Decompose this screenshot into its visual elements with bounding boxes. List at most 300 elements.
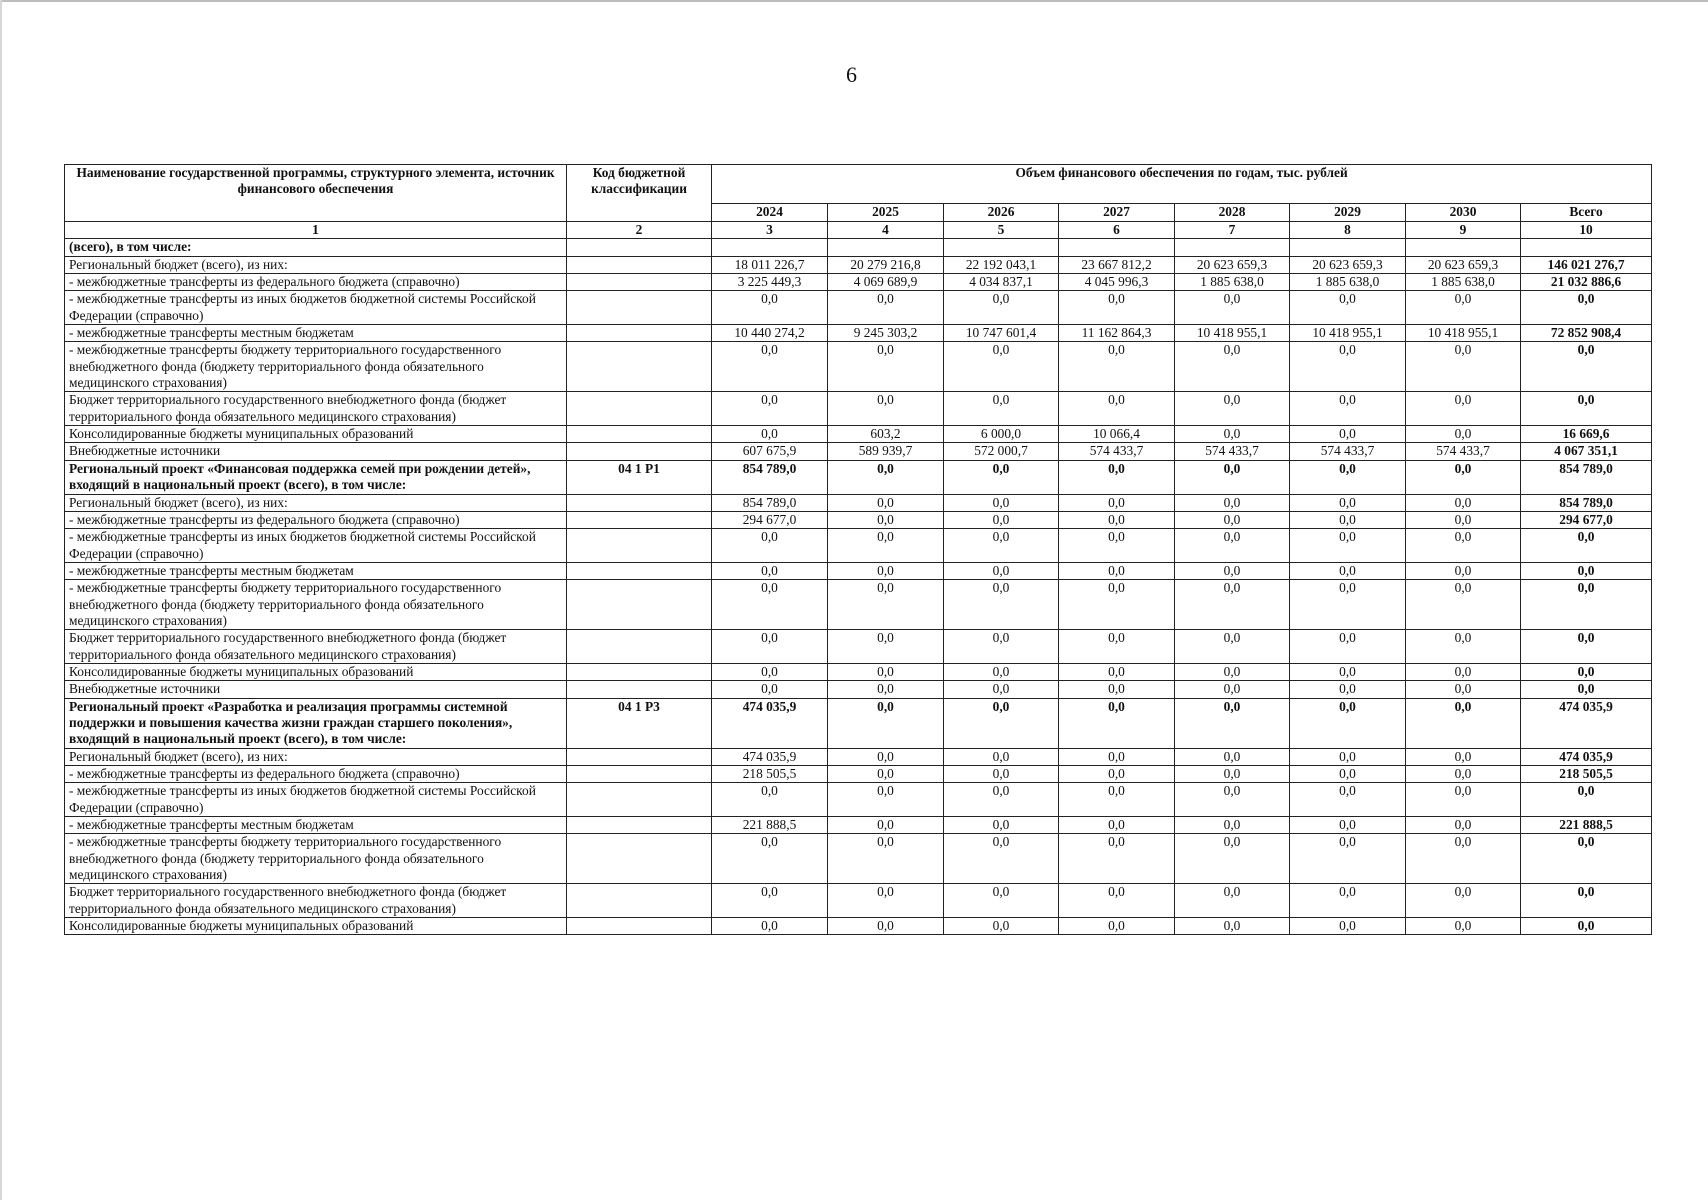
row-value: 0,0 (1175, 392, 1290, 426)
table-row (65, 256, 1652, 273)
row-value: 0,0 (944, 291, 1059, 325)
row-value: 0,0 (1175, 291, 1290, 325)
table-header (65, 165, 1652, 239)
row-code (567, 511, 712, 528)
row-value: 0,0 (944, 494, 1059, 511)
row-value: 0,0 (712, 630, 828, 664)
row-value: 0,0 (712, 529, 828, 563)
row-total: 474 035,9 (1521, 698, 1652, 748)
row-name: Консолидированные бюджеты муниципальных образований (65, 426, 567, 443)
row-value: 221 888,5 (712, 817, 828, 834)
table-row (65, 817, 1652, 834)
row-value: 3 225 449,3 (712, 274, 828, 291)
table-body (65, 239, 1652, 935)
row-value: 0,0 (944, 460, 1059, 494)
row-total: 854 789,0 (1521, 460, 1652, 494)
row-value: 20 623 659,3 (1175, 256, 1290, 273)
header-code: Код бюджетной классификации (567, 165, 712, 222)
table-row (65, 748, 1652, 765)
row-value: 0,0 (1059, 681, 1175, 698)
row-value: 0,0 (1059, 783, 1175, 817)
row-value: 0,0 (1059, 342, 1175, 392)
table-row (65, 529, 1652, 563)
row-value: 0,0 (1406, 562, 1521, 579)
row-total: 0,0 (1521, 392, 1652, 426)
row-value: 0,0 (1406, 817, 1521, 834)
row-value: 0,0 (828, 562, 944, 579)
row-value: 23 667 812,2 (1059, 256, 1175, 273)
row-value: 0,0 (712, 562, 828, 579)
row-value: 0,0 (1059, 663, 1175, 680)
row-value: 0,0 (1175, 342, 1290, 392)
row-name: Бюджет территориального государственного внебюджетного фонда (бюджет территориального фонда обязательного медицинского страхования) (65, 630, 567, 664)
row-value: 0,0 (1290, 663, 1406, 680)
row-value: 0,0 (944, 580, 1059, 630)
row-value: 0,0 (828, 698, 944, 748)
row-value: 0,0 (1406, 834, 1521, 884)
row-code (567, 663, 712, 680)
row-value: 0,0 (1059, 748, 1175, 765)
row-value: 0,0 (1290, 918, 1406, 935)
table-row (65, 494, 1652, 511)
row-value: 0,0 (1406, 392, 1521, 426)
row-total: 16 669,6 (1521, 426, 1652, 443)
row-name: Региональный проект «Разработка и реализация программы системной поддержки и повышения качества жизни граждан старшего поколения», входящий в национальный проект (всего), в том числе: (65, 698, 567, 748)
row-name: - межбюджетные трансферты из федерального бюджета (справочно) (65, 766, 567, 783)
row-value: 0,0 (1175, 663, 1290, 680)
project-row (65, 460, 1652, 494)
row-value: 0,0 (1175, 681, 1290, 698)
row-code (567, 681, 712, 698)
table-row (65, 663, 1652, 680)
row-code (567, 783, 712, 817)
row-value: 0,0 (1290, 494, 1406, 511)
row-value: 0,0 (1059, 460, 1175, 494)
row-value: 0,0 (944, 748, 1059, 765)
row-value: 0,0 (1059, 562, 1175, 579)
row-value: 0,0 (712, 918, 828, 935)
row-value: 20 279 216,8 (828, 256, 944, 273)
table-row (65, 443, 1652, 460)
scan-edge-left (0, 0, 2, 1200)
row-value: 11 162 864,3 (1059, 325, 1175, 342)
row-code: 04 1 Р3 (567, 698, 712, 748)
row-value: 18 011 226,7 (712, 256, 828, 273)
row-value (1175, 239, 1290, 256)
row-name: - межбюджетные трансферты из федерального бюджета (справочно) (65, 511, 567, 528)
column-number: 7 (1175, 222, 1290, 239)
row-value: 1 885 638,0 (1175, 274, 1290, 291)
row-value: 4 045 996,3 (1059, 274, 1175, 291)
table-row (65, 239, 1652, 256)
row-value: 10 418 955,1 (1290, 325, 1406, 342)
row-total: 221 888,5 (1521, 817, 1652, 834)
row-total: 146 021 276,7 (1521, 256, 1652, 273)
row-value: 0,0 (1406, 918, 1521, 935)
header-year: 2027 (1059, 204, 1175, 222)
row-value: 0,0 (1290, 580, 1406, 630)
row-name: - межбюджетные трансферты местным бюджетам (65, 817, 567, 834)
row-code (567, 443, 712, 460)
row-value: 0,0 (828, 834, 944, 884)
row-total: 0,0 (1521, 342, 1652, 392)
row-value: 574 433,7 (1406, 443, 1521, 460)
row-value: 0,0 (944, 392, 1059, 426)
row-code (567, 918, 712, 935)
row-value: 0,0 (1175, 529, 1290, 563)
row-value: 0,0 (1290, 426, 1406, 443)
row-value: 0,0 (1290, 698, 1406, 748)
row-value: 0,0 (944, 630, 1059, 664)
row-value: 0,0 (828, 663, 944, 680)
row-value (828, 239, 944, 256)
row-code (567, 562, 712, 579)
row-code (567, 426, 712, 443)
row-total: 474 035,9 (1521, 748, 1652, 765)
row-value: 0,0 (1175, 783, 1290, 817)
row-value: 0,0 (1406, 698, 1521, 748)
row-name: Региональный бюджет (всего), из них: (65, 748, 567, 765)
row-name: Бюджет территориального государственного внебюджетного фонда (бюджет территориального фонда обязательного медицинского страхования) (65, 884, 567, 918)
budget-table (64, 164, 1652, 935)
header-year: 2024 (712, 204, 828, 222)
row-value: 0,0 (944, 918, 1059, 935)
column-number: 9 (1406, 222, 1521, 239)
row-value: 0,0 (1175, 834, 1290, 884)
row-value (712, 239, 828, 256)
table-row (65, 426, 1652, 443)
header-name: Наименование государственной программы, структурного элемента, источник финансового обеспечения (65, 165, 567, 222)
row-value: 294 677,0 (712, 511, 828, 528)
row-value: 0,0 (944, 681, 1059, 698)
row-value: 0,0 (828, 342, 944, 392)
row-value: 0,0 (1406, 460, 1521, 494)
row-value: 0,0 (1406, 529, 1521, 563)
column-number: 5 (944, 222, 1059, 239)
row-value: 0,0 (944, 511, 1059, 528)
row-code (567, 529, 712, 563)
row-value: 10 418 955,1 (1406, 325, 1521, 342)
row-value: 0,0 (712, 580, 828, 630)
row-value: 0,0 (1406, 580, 1521, 630)
row-value: 0,0 (712, 426, 828, 443)
row-total: 0,0 (1521, 663, 1652, 680)
row-value: 0,0 (1290, 834, 1406, 884)
table-row (65, 834, 1652, 884)
table-row (65, 630, 1652, 664)
row-value: 0,0 (1059, 834, 1175, 884)
row-value: 0,0 (944, 766, 1059, 783)
row-value: 10 747 601,4 (944, 325, 1059, 342)
row-value: 0,0 (1290, 817, 1406, 834)
row-value: 0,0 (1175, 817, 1290, 834)
row-value: 0,0 (944, 698, 1059, 748)
row-code (567, 884, 712, 918)
table-row (65, 274, 1652, 291)
row-value: 474 035,9 (712, 698, 828, 748)
row-name: Консолидированные бюджеты муниципальных образований (65, 918, 567, 935)
row-value: 0,0 (1175, 562, 1290, 579)
row-code (567, 291, 712, 325)
row-value: 0,0 (1175, 630, 1290, 664)
table-row (65, 580, 1652, 630)
row-value: 0,0 (1290, 884, 1406, 918)
row-value (1406, 239, 1521, 256)
row-code (567, 392, 712, 426)
row-value: 0,0 (1406, 766, 1521, 783)
row-value: 10 418 955,1 (1175, 325, 1290, 342)
row-value: 0,0 (944, 342, 1059, 392)
row-value: 0,0 (1175, 511, 1290, 528)
table-row (65, 342, 1652, 392)
row-name: - межбюджетные трансферты из иных бюджетов бюджетной системы Российской Федерации (справочно) (65, 783, 567, 817)
table-row (65, 511, 1652, 528)
row-value: 0,0 (1290, 748, 1406, 765)
row-value: 0,0 (1406, 884, 1521, 918)
row-value: 0,0 (1059, 884, 1175, 918)
table-row (65, 884, 1652, 918)
row-value: 572 000,7 (944, 443, 1059, 460)
column-number: 10 (1521, 222, 1652, 239)
row-value: 0,0 (1059, 918, 1175, 935)
row-value: 0,0 (828, 630, 944, 664)
row-value: 0,0 (944, 884, 1059, 918)
row-total: 218 505,5 (1521, 766, 1652, 783)
row-value: 10 440 274,2 (712, 325, 828, 342)
row-value: 0,0 (1175, 884, 1290, 918)
row-value: 0,0 (712, 834, 828, 884)
column-number: 2 (567, 222, 712, 239)
row-value: 854 789,0 (712, 494, 828, 511)
project-row (65, 698, 1652, 748)
row-value: 0,0 (1290, 783, 1406, 817)
table-row (65, 681, 1652, 698)
row-value: 0,0 (828, 392, 944, 426)
row-value: 0,0 (1290, 392, 1406, 426)
row-name: - межбюджетные трансферты бюджету территориального государственного внебюджетного фонда (бюджету территориального фонда обязательного медицинского страхования) (65, 834, 567, 884)
row-value: 0,0 (712, 392, 828, 426)
row-total: 0,0 (1521, 783, 1652, 817)
row-value: 0,0 (828, 918, 944, 935)
row-name: Региональный бюджет (всего), из них: (65, 494, 567, 511)
row-value: 0,0 (828, 817, 944, 834)
row-value (944, 239, 1059, 256)
row-name: (всего), в том числе: (65, 239, 567, 256)
row-total: 0,0 (1521, 918, 1652, 935)
row-total: 4 067 351,1 (1521, 443, 1652, 460)
row-name: - межбюджетные трансферты из федерального бюджета (справочно) (65, 274, 567, 291)
row-total: 854 789,0 (1521, 494, 1652, 511)
row-code (567, 325, 712, 342)
row-value: 0,0 (1175, 426, 1290, 443)
row-value: 4 069 689,9 (828, 274, 944, 291)
row-total: 0,0 (1521, 834, 1652, 884)
row-value (1521, 239, 1652, 256)
row-value (1059, 239, 1175, 256)
row-value: 0,0 (1059, 494, 1175, 511)
row-value: 4 034 837,1 (944, 274, 1059, 291)
row-code (567, 239, 712, 256)
row-value: 0,0 (712, 681, 828, 698)
row-total: 0,0 (1521, 681, 1652, 698)
row-name: Региональный бюджет (всего), из них: (65, 256, 567, 273)
row-value: 0,0 (1406, 511, 1521, 528)
header-year: 2025 (828, 204, 944, 222)
row-value: 589 939,7 (828, 443, 944, 460)
header-year: 2028 (1175, 204, 1290, 222)
table-row (65, 783, 1652, 817)
row-value: 0,0 (828, 494, 944, 511)
row-code (567, 494, 712, 511)
row-value: 0,0 (1059, 817, 1175, 834)
row-code (567, 342, 712, 392)
row-value: 0,0 (1175, 918, 1290, 935)
table-row (65, 562, 1652, 579)
row-value: 0,0 (1290, 630, 1406, 664)
row-value: 0,0 (1406, 748, 1521, 765)
row-value: 0,0 (1290, 681, 1406, 698)
row-name: - межбюджетные трансферты бюджету территориального государственного внебюджетного фонда (бюджету территориального фонда обязательного медицинского страхования) (65, 342, 567, 392)
row-value: 574 433,7 (1290, 443, 1406, 460)
row-value: 1 885 638,0 (1406, 274, 1521, 291)
row-value: 6 000,0 (944, 426, 1059, 443)
row-code (567, 274, 712, 291)
row-total: 0,0 (1521, 630, 1652, 664)
row-value: 0,0 (1059, 392, 1175, 426)
row-name: Региональный проект «Финансовая поддержка семей при рождении детей», входящий в национальный проект (всего), в том числе: (65, 460, 567, 494)
row-value: 0,0 (712, 291, 828, 325)
row-value: 0,0 (944, 529, 1059, 563)
row-total: 294 677,0 (1521, 511, 1652, 528)
row-value: 0,0 (828, 580, 944, 630)
row-total: 0,0 (1521, 580, 1652, 630)
row-value: 0,0 (1059, 291, 1175, 325)
row-value: 0,0 (1406, 630, 1521, 664)
row-value: 0,0 (712, 663, 828, 680)
row-value: 0,0 (1175, 580, 1290, 630)
row-value: 0,0 (1175, 766, 1290, 783)
row-total: 72 852 908,4 (1521, 325, 1652, 342)
row-value: 0,0 (712, 884, 828, 918)
column-number: 3 (712, 222, 828, 239)
row-value: 0,0 (1406, 494, 1521, 511)
row-code (567, 748, 712, 765)
header-year: 2026 (944, 204, 1059, 222)
row-value: 0,0 (1406, 291, 1521, 325)
table-row (65, 325, 1652, 342)
row-code (567, 817, 712, 834)
row-code: 04 1 Р1 (567, 460, 712, 494)
row-value: 0,0 (828, 529, 944, 563)
row-value: 0,0 (1175, 748, 1290, 765)
row-value: 0,0 (828, 291, 944, 325)
row-name: Внебюджетные источники (65, 443, 567, 460)
row-value: 0,0 (1290, 766, 1406, 783)
row-value: 0,0 (944, 783, 1059, 817)
row-total: 0,0 (1521, 562, 1652, 579)
row-total: 0,0 (1521, 529, 1652, 563)
row-value: 0,0 (1059, 698, 1175, 748)
row-value (1290, 239, 1406, 256)
row-value: 574 433,7 (1059, 443, 1175, 460)
row-value: 0,0 (828, 783, 944, 817)
row-value: 0,0 (828, 748, 944, 765)
row-name: Внебюджетные источники (65, 681, 567, 698)
row-code (567, 256, 712, 273)
row-value: 0,0 (828, 511, 944, 528)
row-value: 10 066,4 (1059, 426, 1175, 443)
row-name: - межбюджетные трансферты из иных бюджетов бюджетной системы Российской Федерации (справочно) (65, 291, 567, 325)
row-value: 0,0 (1290, 342, 1406, 392)
row-value: 0,0 (1290, 562, 1406, 579)
table-row (65, 392, 1652, 426)
row-value: 0,0 (1290, 511, 1406, 528)
row-value: 0,0 (1059, 511, 1175, 528)
column-number: 4 (828, 222, 944, 239)
row-value: 0,0 (1059, 630, 1175, 664)
row-name: - межбюджетные трансферты бюджету территориального государственного внебюджетного фонда (бюджету территориального фонда обязательного медицинского страхования) (65, 580, 567, 630)
row-name: - межбюджетные трансферты местным бюджетам (65, 325, 567, 342)
row-name: - межбюджетные трансферты местным бюджетам (65, 562, 567, 579)
table-row (65, 918, 1652, 935)
row-value: 0,0 (828, 681, 944, 698)
row-value: 574 433,7 (1175, 443, 1290, 460)
header-volume: Объем финансового обеспечения по годам, тыс. рублей (712, 165, 1652, 204)
row-value: 0,0 (1406, 426, 1521, 443)
row-value: 20 623 659,3 (1290, 256, 1406, 273)
row-value: 0,0 (1059, 766, 1175, 783)
header-total: Всего (1521, 204, 1652, 222)
row-value: 0,0 (712, 783, 828, 817)
row-code (567, 834, 712, 884)
row-value: 854 789,0 (712, 460, 828, 494)
table-row (65, 291, 1652, 325)
row-value: 22 192 043,1 (944, 256, 1059, 273)
row-value: 0,0 (828, 460, 944, 494)
row-value: 607 675,9 (712, 443, 828, 460)
column-number: 8 (1290, 222, 1406, 239)
row-value: 0,0 (944, 562, 1059, 579)
column-number: 6 (1059, 222, 1175, 239)
row-value: 20 623 659,3 (1406, 256, 1521, 273)
row-value: 0,0 (944, 834, 1059, 884)
column-number: 1 (65, 222, 567, 239)
row-name: - межбюджетные трансферты из иных бюджетов бюджетной системы Российской Федерации (справочно) (65, 529, 567, 563)
scan-edge-top (0, 0, 1708, 2)
row-value: 0,0 (1406, 681, 1521, 698)
row-value: 0,0 (712, 342, 828, 392)
row-total: 0,0 (1521, 884, 1652, 918)
row-value: 0,0 (1175, 698, 1290, 748)
row-total: 21 032 886,6 (1521, 274, 1652, 291)
row-value: 0,0 (1175, 460, 1290, 494)
table-row (65, 766, 1652, 783)
row-value: 0,0 (1290, 529, 1406, 563)
row-code (567, 630, 712, 664)
row-value: 0,0 (1406, 663, 1521, 680)
row-code (567, 580, 712, 630)
row-value: 0,0 (1059, 529, 1175, 563)
row-value: 474 035,9 (712, 748, 828, 765)
row-value: 0,0 (1290, 460, 1406, 494)
row-value: 0,0 (1175, 494, 1290, 511)
row-name: Консолидированные бюджеты муниципальных образований (65, 663, 567, 680)
row-value: 603,2 (828, 426, 944, 443)
page-number: 6 (846, 62, 857, 87)
row-value: 0,0 (1290, 291, 1406, 325)
row-code (567, 766, 712, 783)
row-value: 9 245 303,2 (828, 325, 944, 342)
